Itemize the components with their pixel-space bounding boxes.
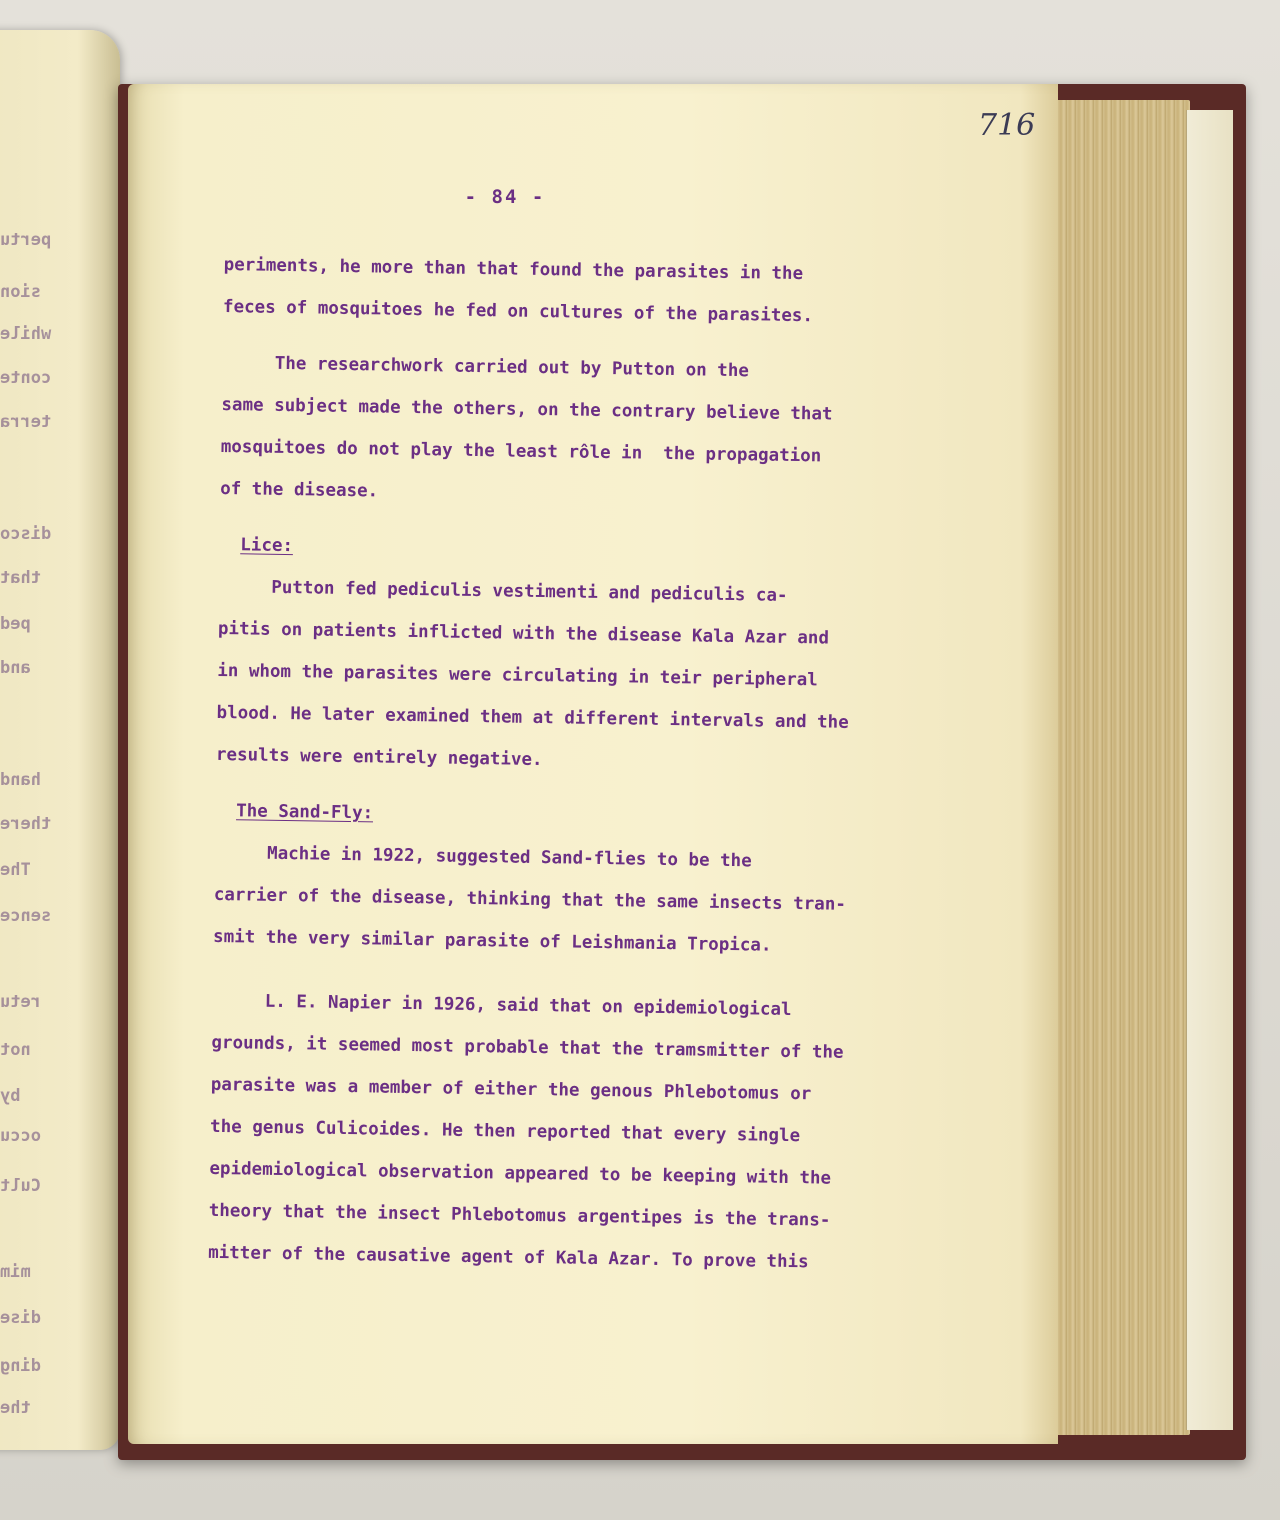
heading-text: The Sand-Fly:	[236, 801, 374, 824]
text-line: grounds, it seemed most probable that the tramsmitter of the	[211, 1032, 844, 1063]
text-line: Machie in 1922, suggested Sand-flies to be the	[214, 842, 752, 872]
text-line: epidemiological observation appeared to be keeping with the	[209, 1158, 832, 1189]
left-page-word: occu	[0, 1126, 41, 1146]
typed-text-body	[208, 244, 1024, 1286]
left-page-word: disco	[0, 524, 52, 544]
text-line: carrier of the disease, thinking that the same insects tran-	[213, 884, 847, 915]
handwritten-folio-number: 716	[978, 108, 1036, 143]
left-page-word: The	[0, 860, 31, 880]
text-line: in whom the parasites were circulating in teir peripheral	[217, 660, 818, 691]
left-page	[0, 30, 120, 1450]
text-line: parasite was a member of either the genous Phlebotomus or	[210, 1074, 812, 1105]
text-line: periments, he more than that found the parasites in the	[223, 254, 804, 285]
left-page-word: sence	[0, 906, 52, 926]
page-number: - 84 -	[464, 186, 546, 208]
left-page-word: Cult	[0, 1176, 41, 1196]
text-line: pitis on patients inflicted with the disease Kala Azar and	[217, 618, 830, 649]
left-page-word: pertu	[0, 230, 52, 250]
left-page-word: dise	[0, 1308, 41, 1328]
text-line: feces of mosquitoes he fed on cultures of the parasites.	[222, 296, 814, 327]
page-block-edges	[1040, 100, 1190, 1435]
heading-text: Lice:	[240, 535, 294, 557]
left-page-word: sion	[0, 282, 41, 302]
text-line: blood. He later examined them at different intervals and the	[216, 702, 849, 733]
left-page-word: hand	[0, 770, 41, 790]
left-page-word: ding	[0, 1356, 41, 1376]
left-page-word: and	[0, 658, 31, 678]
text-line: of the disease.	[219, 478, 379, 502]
text-line: results were entirely negative.	[215, 744, 543, 771]
left-page-word: that	[0, 568, 41, 588]
text-line: mosquitoes do not play the least rôle in the propagation	[220, 436, 822, 467]
left-page-word: while	[0, 324, 52, 344]
left-page-word: terra	[0, 412, 52, 432]
left-page-word: ped	[0, 614, 31, 634]
text-line: The researchwork carried out by Putton on the	[221, 352, 750, 382]
text-line: the genus Culicoides. He then reported that every single	[209, 1116, 801, 1147]
left-page-word: conte	[0, 368, 52, 388]
left-page-word: the	[0, 1398, 31, 1418]
text-line: mitter of the causative agent of Kala Azar. To prove this	[207, 1242, 809, 1273]
left-page-word: there	[0, 814, 52, 834]
endpaper-edge	[1186, 110, 1233, 1430]
left-page-word: mim	[0, 1262, 31, 1282]
text-line: theory that the insect Phlebotomus argentipes is the trans-	[208, 1200, 831, 1231]
text-line: L. E. Napier in 1926, said that on epidemiological	[211, 990, 792, 1021]
left-page-word: by	[0, 1086, 21, 1106]
text-line: same subject made the others, on the contrary believe that	[221, 394, 833, 425]
left-page-word: retu	[0, 992, 41, 1012]
left-page-word: not	[0, 1040, 31, 1060]
text-line: Putton fed pediculis vestimenti and pediculis ca-	[218, 576, 788, 606]
text-line: smit the very similar parasite of Leishmania Tropica.	[212, 926, 772, 956]
